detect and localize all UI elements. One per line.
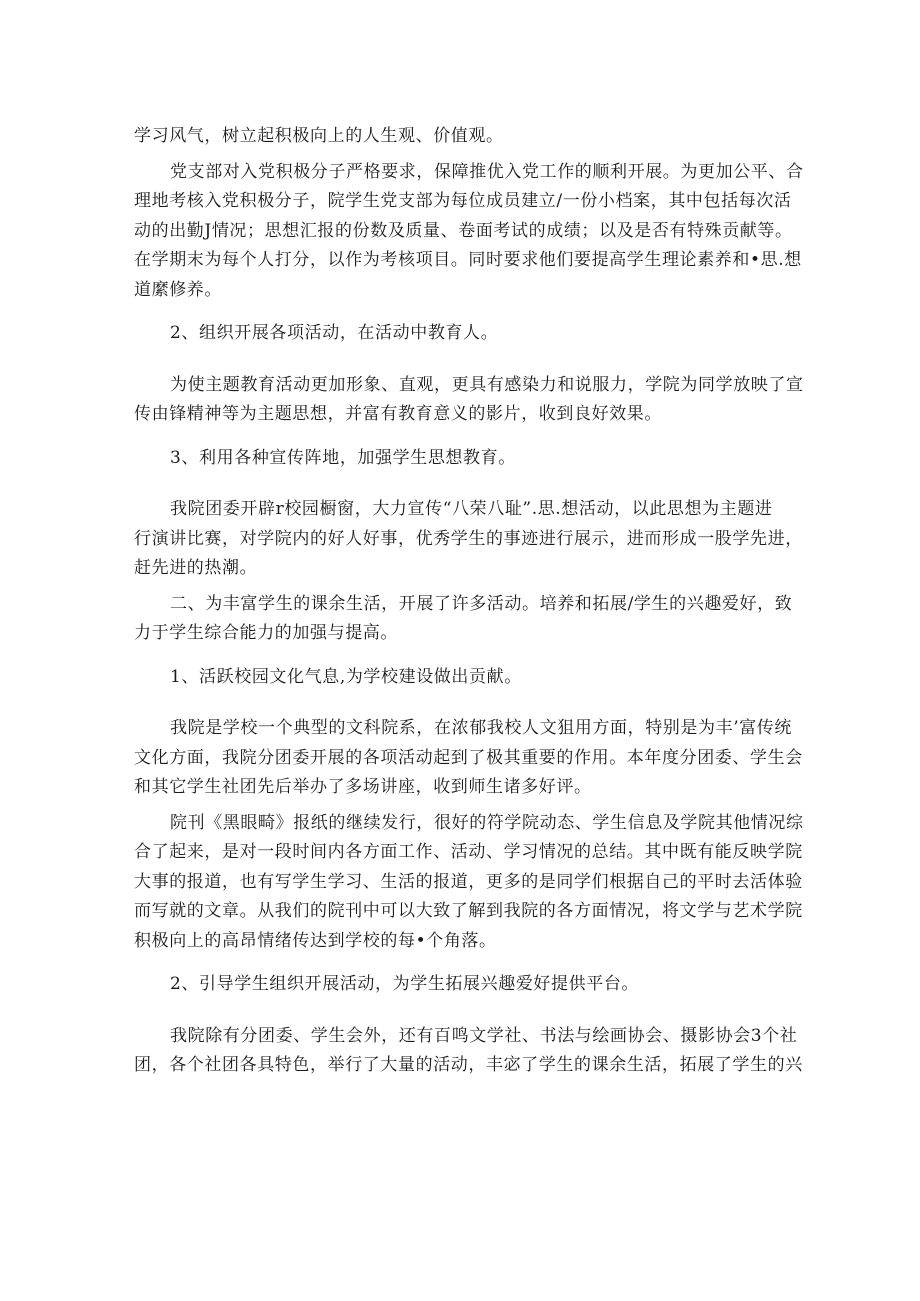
text-line: 力于学生综合能力的加强与提高。 — [134, 623, 398, 643]
text-line: 二、为丰富学生的课余生活，开展了许多活动。培养和拓展/学生的兴趣爱好，致 — [170, 593, 793, 614]
text-line: 传由锋精神等为主题思想，并富有教育意义的影片，收到良好效果。 — [134, 404, 662, 424]
section-heading: 1、活跃校园文化气息,为学校建设做出贡献。 — [170, 666, 522, 687]
paragraph — [134, 714, 803, 803]
text-line: 党支部对入党积极分子严格要求，保障推优入党工作的顺利开展。为更加公平、合 — [170, 161, 804, 182]
text-line: 团，各个社团各具特色，举行了大量的活动，丰宓了学生的课余生活，拓展了学生的兴 — [134, 1055, 803, 1075]
text-line: 为使主题教育活动更加形象、直观，更具有感染力和说服力，学院为同学放映了宣 — [170, 374, 804, 395]
text-line: 合了起来，是对一段时间内各方面工作、活动、学习情况的总结。其中既有能反映学院 — [134, 842, 803, 862]
text-line: 和其它学生社团先后举办了多场讲座，收到师生诸多好评。 — [134, 777, 592, 797]
paragraph — [134, 590, 793, 649]
text-line: 我院除有分团委、学生会外，还有百鸣文学社、书法与绘画协会、摄影协会3个社 — [170, 1025, 798, 1046]
text-line: 我院团委开辟r校园橱窗，大力宣传“八荣八耻”.思.想活动，以此思想为主题进 — [170, 499, 773, 519]
text-line: 院刊《黑眼畸》报纸的继续发行，很好的符学院动态、学生信息及学院其他情况综 — [170, 812, 804, 833]
paragraph — [134, 158, 804, 306]
text-line: 道縻修养。 — [134, 279, 222, 300]
paragraph — [134, 809, 804, 957]
document-body — [134, 122, 804, 1081]
section-heading: 2、引导学生组织开展活动，为学生拓展兴趣爱好提供平台。 — [170, 974, 640, 994]
text-line: 动的出勤J情况；思想汇报的份数及质量、卷面考试的成绩；以及是否有特殊贡献等。 — [134, 220, 793, 241]
paragraph — [134, 1022, 803, 1081]
text-line: 行演讲比赛，对学院内的好人好事，优秀学生的事迹进行展示，进而形成一股学先进， — [134, 528, 803, 549]
section-heading: 2、组织开展各项活动，在活动中教育人。 — [170, 323, 499, 343]
text-line: 而写就的文章。从我们的院刊中可以大致了解到我院的各方面情况，将文学与艺术学院 — [134, 901, 803, 921]
paragraph — [134, 495, 803, 584]
text-line: 赶先进的热潮。 — [134, 558, 258, 578]
section-heading: 3、利用各种宣传阵地，加强学生思想教育。 — [170, 447, 516, 468]
paragraph — [134, 371, 804, 430]
text-line: 理地考核入党积极分子，院学生党支部为每位成员建立/一份小档案，其中包括每次活 — [134, 191, 792, 211]
text-line: 大事的报道，也有写学生学习、生活的报道，更多的是同学们根据自己的平时去活体验 — [134, 871, 803, 892]
text-line: 学习风气，树立起积极向上的人生观、价值观。 — [134, 126, 504, 146]
text-line: 文化方面，我院分团委开展的各项活动起到了极其重要的作用。本年度分团委、学生会 — [134, 747, 803, 768]
text-line: 积极向上的高昂情绪传达到学校的每•个角落。 — [134, 930, 497, 951]
paragraph — [134, 122, 784, 152]
text-line: 我院是学校一个典型的文科院系，在浓郁我校人文狙用方面，特别是为丰’富传统 — [170, 718, 793, 738]
text-line: 在学期末为每个人打分，以作为考核项目。同时要求他们要提高学生理论素养和•思.想 — [134, 250, 802, 270]
